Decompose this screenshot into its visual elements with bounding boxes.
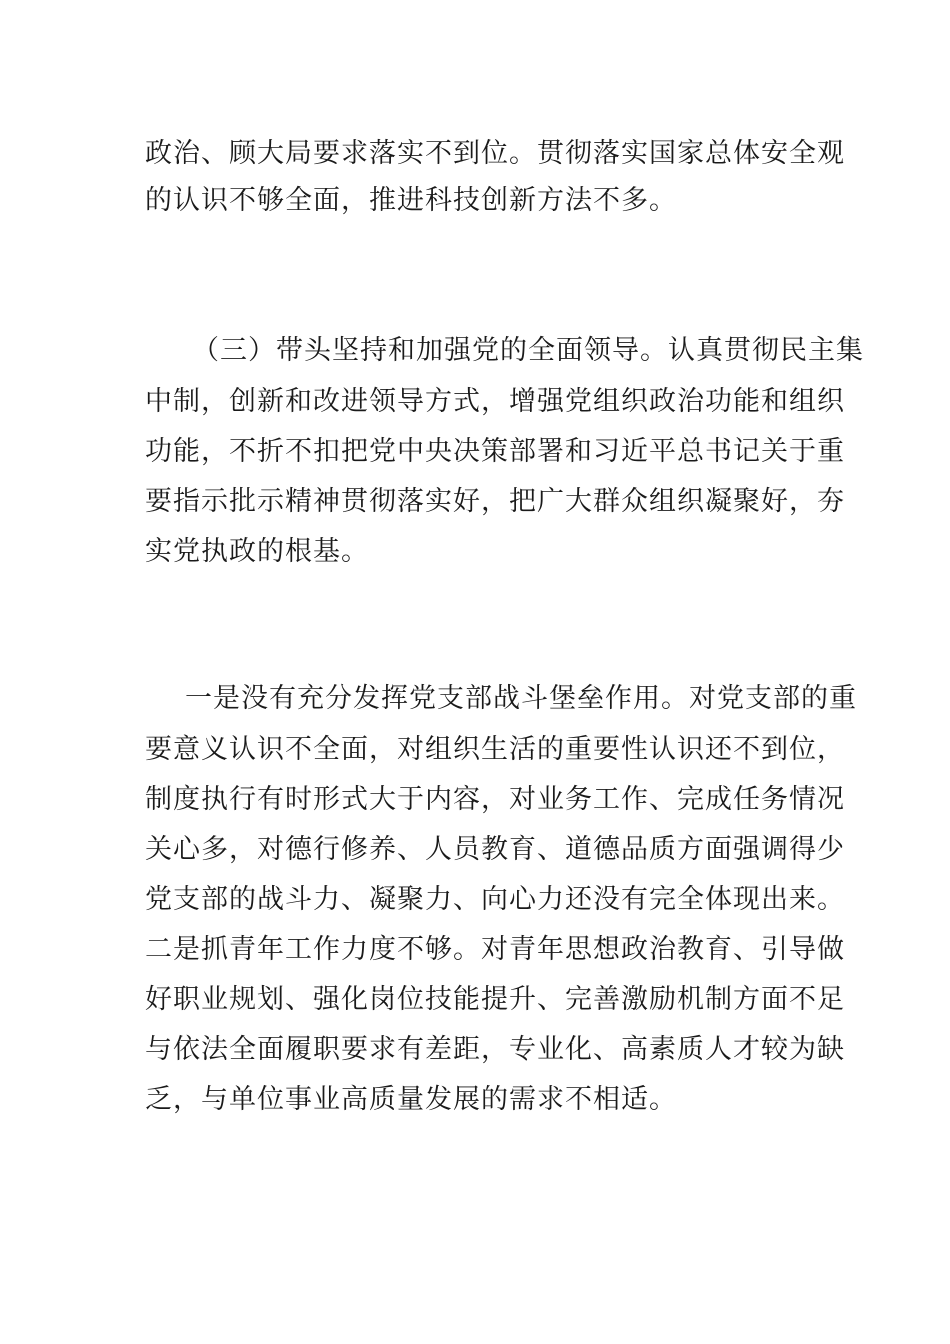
paragraph-3-line-9: 乏，与单位事业高质量发展的需求不相适。 (145, 1084, 677, 1115)
paragraph-2-line-4: 要指示批示精神贯彻落实好，把广大群众组织凝聚好，夯 (145, 486, 845, 517)
paragraph-3-line-5: 党支部的战斗力、凝聚力、向心力还没有完全体现出来。 (145, 884, 845, 915)
paragraph-1-line-1: 政治、顾大局要求落实不到位。贯彻落实国家总体安全观 (145, 138, 845, 169)
paragraph-1-line-2: 的认识不够全面，推进科技创新方法不多。 (145, 185, 677, 216)
paragraph-3-line-7: 好职业规划、强化岗位技能提升、完善激励机制方面不足 (145, 984, 845, 1015)
paragraph-2-line-5: 实党执政的根基。 (145, 536, 369, 567)
paragraph-3-line-6: 二是抓青年工作力度不够。对青年思想政治教育、引导做 (145, 934, 845, 965)
paragraph-3-line-8: 与依法全面履职要求有差距，专业化、高素质人才较为缺 (145, 1034, 845, 1065)
paragraph-3-line-4: 关心多，对德行修养、人员教育、道德品质方面强调得少 (145, 834, 845, 865)
paragraph-2-line-1: （三）带头坚持和加强党的全面领导。认真贯彻民主集 (192, 335, 864, 366)
paragraph-2-line-3: 功能，不折不扣把党中央决策部署和习近平总书记关于重 (145, 436, 845, 467)
paragraph-3-line-1: 一是没有充分发挥党支部战斗堡垒作用。对党支部的重 (185, 683, 857, 714)
paragraph-3-line-3: 制度执行有时形式大于内容，对业务工作、完成任务情况 (145, 784, 845, 815)
paragraph-2-line-2: 中制，创新和改进领导方式，增强党组织政治功能和组织 (145, 386, 845, 417)
paragraph-3-line-2: 要意义认识不全面，对组织生活的重要性认识还不到位， (145, 734, 845, 765)
